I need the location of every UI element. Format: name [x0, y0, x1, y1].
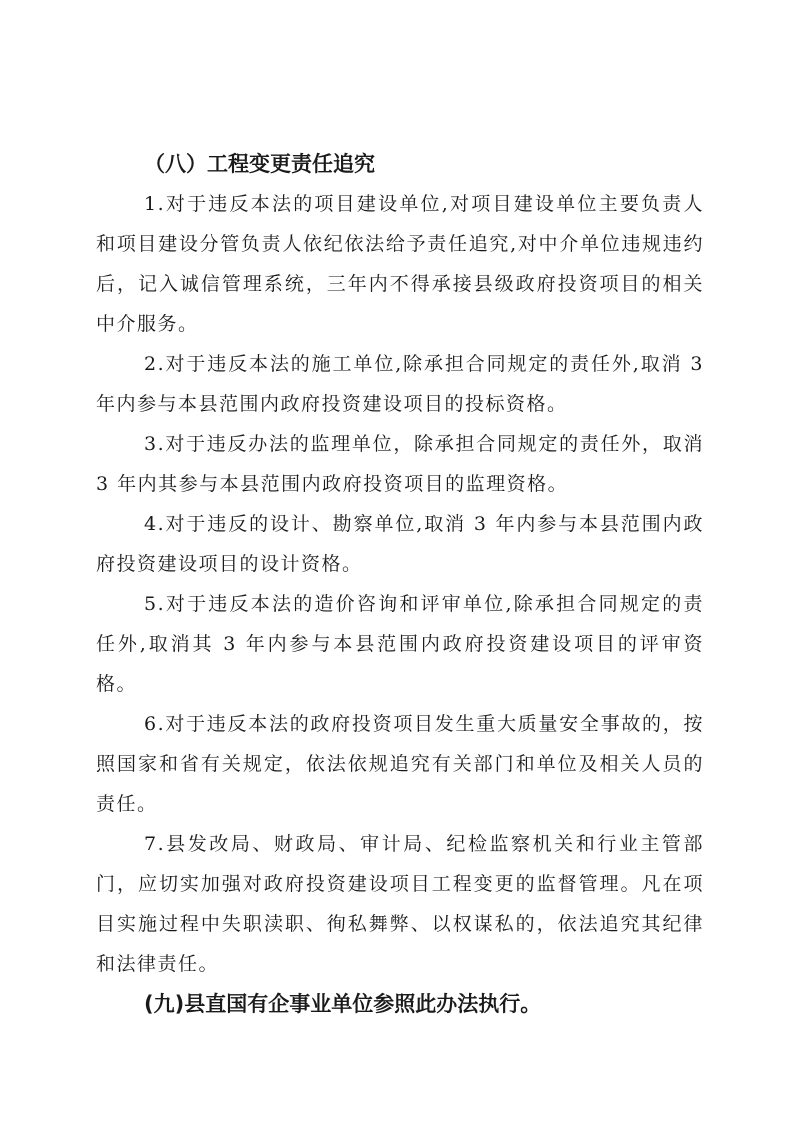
paragraph-item-5: 5.对于违反本法的造价咨询和评审单位,除承担合同规定的责任外,取消其 3 年内参与本县范围内政府投资建设项目的评审资格。 — [96, 593, 704, 695]
section-heading-8: （八）工程变更责任追究 — [144, 152, 375, 176]
paragraph-item-3: 3.对于违反办法的监理单位，除承担合同规定的责任外，取消 3 年内其参与本县范围内政府投资项目的监理资格。 — [96, 433, 704, 495]
document-body — [96, 144, 704, 1024]
paragraph-item-6: 6.对于违反本法的政府投资项目发生重大质量安全事故的，按照国家和省有关规定，依法依规追究有关部门和单位及相关人员的责任。 — [96, 713, 704, 815]
paragraph-item-7: 7.县发改局、财政局、审计局、纪检监察机关和行业主管部门，应切实加强对政府投资建设项目工程变更的监督管理。凡在项目实施过程中失职渎职、徇私舞弊、以权谋私的，依法追究其纪律和法律责任。 — [96, 833, 704, 975]
paragraph-item-1: 1.对于违反本法的项目建设单位,对项目建设单位主要负责人和项目建设分管负责人依纪依法给予责任追究,对中介单位违规违约后，记入诚信管理系统，三年内不得承接县级政府投资项目的相关中介服务。 — [96, 193, 704, 335]
paragraph-item-2: 2.对于违反本法的施工单位,除承担合同规定的责任外,取消 3 年内参与本县范围内政府投资建设项目的投标资格。 — [96, 353, 704, 415]
paragraph-item-4: 4.对于违反的设计、勘察单位,取消 3 年内参与本县范围内政府投资建设项目的设计资格。 — [96, 513, 704, 575]
section-heading-9: (九)县直国有企事业单位参照此办法执行。 — [144, 992, 542, 1016]
